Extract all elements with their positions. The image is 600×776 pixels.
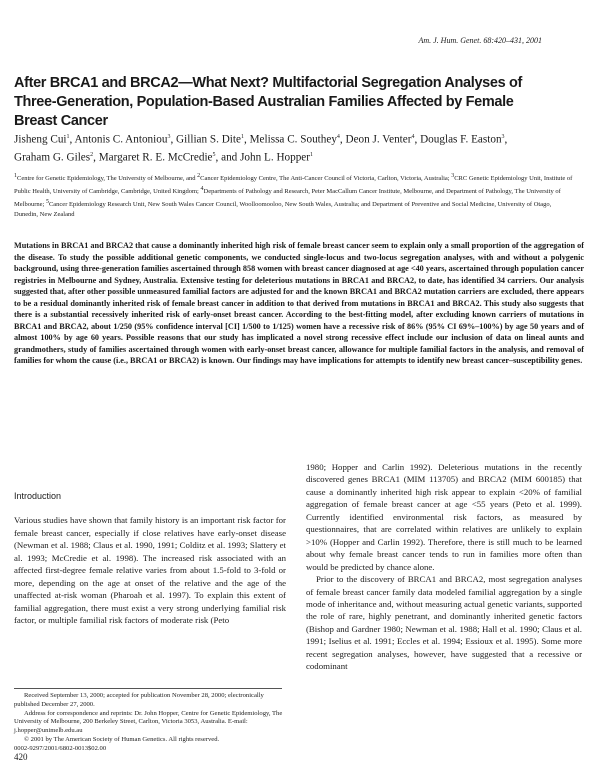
footnote-address: Address for correspondence and reprints: Dr. John Hopper, Centre for Genetic Epidemiology, The University of Melbourne, 200 Berkeley Street, Carlton, Victoria 3053, Australia. E-mail: j.hopper@unimelb.edu.au [14,709,283,735]
affiliation-text: Centre for Genetic Epidemiology, The University of Melbourne, and [17,175,198,183]
footnote-copyright: © 2001 by The American Society of Human Genetics. All rights reserved. [24,735,220,743]
affiliation-number: 5 [45,199,49,206]
author-name: Antonis C. Antoniou [74,133,168,146]
author-name: Gillian S. Dite [176,133,241,146]
author-affiliation-marker: 3 [167,134,171,140]
footnote-issn: 0002-9297/2001/6802-0013$02.00 [14,744,107,752]
left-column [14,490,286,627]
footnotes [14,692,286,754]
author-affiliation-marker: 4 [336,134,340,140]
author-affiliation-marker: 4 [411,134,415,140]
affiliation-text: Cancer Epidemiology Research Unit, New South Wales Cancer Council, Woolloomooloo, New South Wales, Australia; and Department of Preventive and Social Medicine, University of Otago, Dunedin, New Zealand [14,201,552,219]
author-name: Jisheng Cui [14,133,67,146]
author-affiliation-marker: 1 [310,151,313,158]
author-name: John L. Hopper [240,151,310,164]
affiliation-text: Departments of Pathology and Research, Peter MacCallum Cancer Institute, Melbourne, and Department of Pathology, The University of Melbourne; [14,188,561,209]
author-list: Jisheng Cui$^1$, Antonis C. Antoniou$^3$, Gillian S. Dite$^1$, Melissa C. Southey$^4$, Deon J. Venter$^4$, Douglas F. Easton$^3$, Graham G. Giles$^2$, Margaret R. E. McCredie$^5$, and John L. Hopper$^1$ [14,133,508,164]
author-affiliation-marker: 1 [66,134,70,140]
author-affiliation-marker: 2 [90,151,94,158]
author-affiliation-marker: 3 [501,134,505,140]
intro-paragraph-2: Prior to the discovery of BRCA1 and BRCA2, most segregation analyses of female breast cancer family data modeled familial aggregation by a single mode of inheritance and, without measuring actual genetic variants, supported the role of rare, highly penetrant, and dominantly inherited genetic factors (Bishop and Gardner 1980; Newman et al. 1988; Hall et al. 1990; Claus et al. 1991; Iselius et al. 1991; Eccles et al. 1994; Essioux et al. 1995). Some more recent segregation analyses, however, have suggested that a recessive or codominant [306,574,582,672]
affiliation-number: 2 [197,173,201,179]
right-column [306,461,582,673]
author-name: Douglas F. Easton [420,133,502,146]
affiliation-text: Cancer Epidemiology Centre, The Anti-Cancer Council of Victoria, Carlton, Victoria, Australia; [200,175,452,183]
author-name: Margaret R. E. McCredie [98,151,213,164]
footnote-rule [14,688,282,689]
affiliation-text: CRC Genetic Epidemiology Unit, Institute of Public Health, University of Cambridge, Cambridge, United Kingdom; [14,175,573,196]
page-number: 420 [14,752,28,762]
affiliation-number: 3 [451,173,455,179]
section-heading-introduction: Introduction [14,491,62,501]
author-affiliation-marker: 5 [212,151,216,158]
affiliation-number: 1 [14,173,17,179]
author-name: Graham G. Giles [14,151,91,164]
intro-paragraph-1: Various studies have shown that family history is an important risk factor for female breast cancer, especially if close relatives have early-onset disease (Newman et al. 1988; Claus et al. 1990, 1991; Colditz et al. 1993; Slattery et al. 1993; McCredie et al. 1998). The increased risk associated with an affected first-degree female relative varies from about 1.5-fold to 3-fold or more, depending on the age at onset of the relative and the age of the unaffected at-risk woman (Pharoah et al. 1997). To explain this extent of familial aggregation, there must exist a very strong underlying familial risk factor, or multiple familial risk factors of moderate risk (Peto [14,515,286,626]
abstract: Mutations in BRCA1 and BRCA2 that cause a dominantly inherited high risk of female breast cancer seem to explain only a small proportion of the aggregation of the disease. To study the possible additional genetic components, we conducted single-locus and two-locus segregation analyses, with and without a polygenic background, using three-generation families ascertained through 858 women with breast cancer diagnosed at age <40 years, ascertained through population cancer registries in Melbourne and Sydney, Australia. Extensive testing for deleterious mutations in BRCA1 and BRCA2, to date, has identified 34 carriers. Our analysis suggested that, after other possible unmeasured familial factors are adjusted for and the known BRCA1 and BRCA2 mutation carriers are excluded, there appears to be a residual dominantly inherited risk of female breast cancer in addition to that derived from mutations in BRCA1 and BRCA2. This study also suggests that there is a substantial recessively inherited risk of early-onset breast cancer. According to the best-fitting model, after excluding known carriers of mutations in BRCA1 and BRCA2, about 1/250 (95% confidence interval [CI] 1/500 to 1/125) women have a recessive risk of 86% (95% CI 69%–100%) by age 50 years and of almost 100% by age 60 years. Possible reasons that our study has implicated a novel strong recessive effect include our inclusion of data on lineal aunts and grandmothers, study of families ascertained through women with early-onset breast cancer, allowance for multiple familial factors in the analysis, and removal of families for whom the cause (i.e., BRCA1 or BRCA2) is known. Our findings may have implications for attempts to identify new breast cancer–susceptibility genes. [14,241,584,365]
intro-paragraph-1-continued: 1980; Hopper and Carlin 1992). Deleterious mutations in the recently discovered genes BRCA1 (MIM 113705) and BRCA2 (MIM 600185) that cause a dominantly inherited high risk appear to explain <20% of familial aggregation of female breast cancer at age <55 years (Peto et al. 1999). Currently identified environmental risk factors, as measured by questionnaires, that are correlated within relatives are unlikely to explain >10% (Hopper and Carlin 1992). Therefore, there is still much to be learned about why female breast cancer tends to run in families more often than would be predicted by chance alone. [306,462,582,572]
author-name: Deon J. Venter [345,133,412,146]
affiliation-number: 4 [200,186,204,193]
author-affiliation-marker: 1 [241,134,244,140]
footnote-received: Received September 13, 2000; accepted for publication November 28, 2000; electronically published December 27, 2000. [14,692,264,708]
journal-citation: Am. J. Hum. Genet. 68:420–431, 2001 [418,36,542,45]
author-name: Melissa C. Southey [249,133,337,146]
article-title: After BRCA1 and BRCA2—What Next? Multifactorial Segregation Analyses of Three-Generation, Population-Based Australian Families Affected by Female Breast Cancer [14,75,522,129]
affiliations [14,171,574,220]
